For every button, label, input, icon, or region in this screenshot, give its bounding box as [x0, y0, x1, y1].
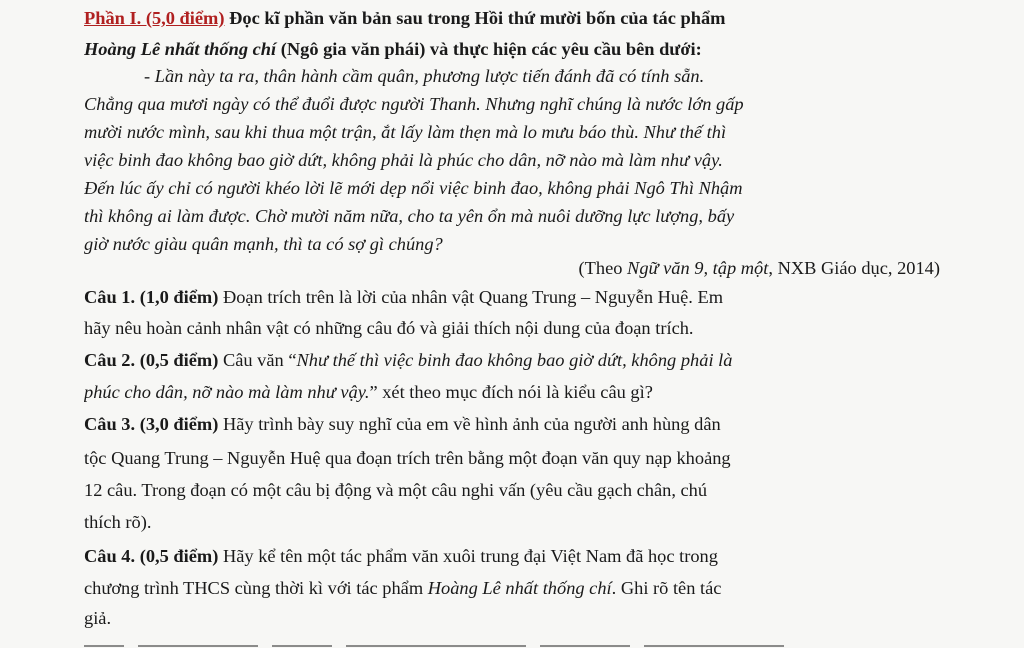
question-3-line-1 — [84, 412, 940, 436]
question-1-line-2: hãy nêu hoàn cảnh nhân vật có những câu đó và giải thích nội dung của đoạn trích. — [84, 318, 694, 338]
passage-line-3: mười nước mình, sau khi thua một trận, ắt lấy làm thẹn mà lo mưu báo thù. Như thế thì — [84, 122, 727, 142]
question-2-label: Câu 2. (0,5 điểm) — [84, 350, 219, 370]
question-4-line-1 — [84, 544, 940, 568]
question-1-label: Câu 1. (1,0 điểm) — [84, 287, 219, 307]
question-3-label: Câu 3. (3,0 điểm) — [84, 414, 219, 434]
source-suffix: , NXB Giáo dục, 2014) — [768, 258, 940, 278]
passage-source — [84, 256, 940, 280]
source-prefix: (Theo — [578, 258, 628, 278]
question-3-line-2: tộc Quang Trung – Nguyễn Huệ qua đoạn trích trên bằng một đoạn văn quy nạp khoảng — [84, 448, 731, 468]
part-label: Phần I. (5,0 điểm) — [84, 8, 225, 28]
source-title: Ngữ văn 9, tập một — [627, 258, 769, 278]
question-4-text-3: . Ghi rõ tên tác — [611, 578, 722, 598]
question-4-label: Câu 4. (0,5 điểm) — [84, 546, 219, 566]
question-2-text: Câu văn “ — [218, 350, 297, 370]
question-4-line-2 — [84, 576, 940, 600]
question-3-line-3: 12 câu. Trong đoạn có một câu bị động và một câu nghi vấn (yêu cầu gạch chân, chú — [84, 480, 708, 500]
question-4-line-3: giả. — [84, 608, 112, 628]
question-1-line-1 — [84, 285, 940, 309]
part-heading-text: Đọc kĩ phần văn bản sau trong Hồi thứ mười bốn của tác phẩm — [224, 8, 726, 28]
question-3-text: Hãy trình bày suy nghĩ của em về hình ảnh của người anh hùng dân — [218, 414, 721, 434]
passage-line-2: Chẳng qua mươi ngày có thể đuổi được người Thanh. Nhưng nghĩ chúng là nước lớn gấp — [84, 94, 744, 114]
passage-line-5: Đến lúc ấy chỉ có người khéo lời lẽ mới dẹp nổi việc binh đao, không phải Ngô Thì Nhậm — [84, 178, 743, 198]
passage-line-1: - Lần này ta ra, thân hành cầm quân, phương lược tiến đánh đã có tính sẵn. — [144, 66, 705, 86]
question-2-quote-end: phúc cho dân, nỡ nào mà làm như vậy. — [84, 382, 370, 402]
part-heading-line1 — [84, 6, 940, 30]
cropped-next-line — [84, 634, 944, 648]
work-heading-rest: (Ngô gia văn phái) và thực hiện các yêu cầu bên dưới: — [276, 39, 702, 59]
passage-line-4: việc binh đao không bao giờ dứt, không phải là phúc cho dân, nỡ nào mà làm như vậy. — [84, 150, 723, 170]
passage-line-6: thì không ai làm được. Chờ mười năm nữa, cho ta yên ổn mà nuôi dưỡng lực lượng, bấy — [84, 206, 735, 226]
part-heading-line2 — [84, 37, 940, 61]
passage-line-7: giờ nước giàu quân mạnh, thì ta có sợ gì chúng? — [84, 234, 443, 254]
question-2-line-1 — [84, 348, 940, 372]
question-4-text: Hãy kể tên một tác phẩm văn xuôi trung đại Việt Nam đã học trong — [218, 546, 718, 566]
question-4-work-title: Hoàng Lê nhất thống chí — [427, 578, 612, 598]
question-3-line-4: thích rõ). — [84, 512, 152, 532]
work-title: Hoàng Lê nhất thống chí — [84, 39, 277, 59]
question-1-text: Đoạn trích trên là lời của nhân vật Quang Trung – Nguyễn Huệ. Em — [218, 287, 723, 307]
question-4-text-2: chương trình THCS cùng thời kì với tác phẩm — [84, 578, 428, 598]
question-2-line-2 — [84, 380, 940, 404]
question-2-quote-start: Như thế thì việc binh đao không bao giờ dứt, không phải là — [296, 350, 733, 370]
question-2-text-end: ” xét theo mục đích nói là kiểu câu gì? — [369, 382, 653, 402]
